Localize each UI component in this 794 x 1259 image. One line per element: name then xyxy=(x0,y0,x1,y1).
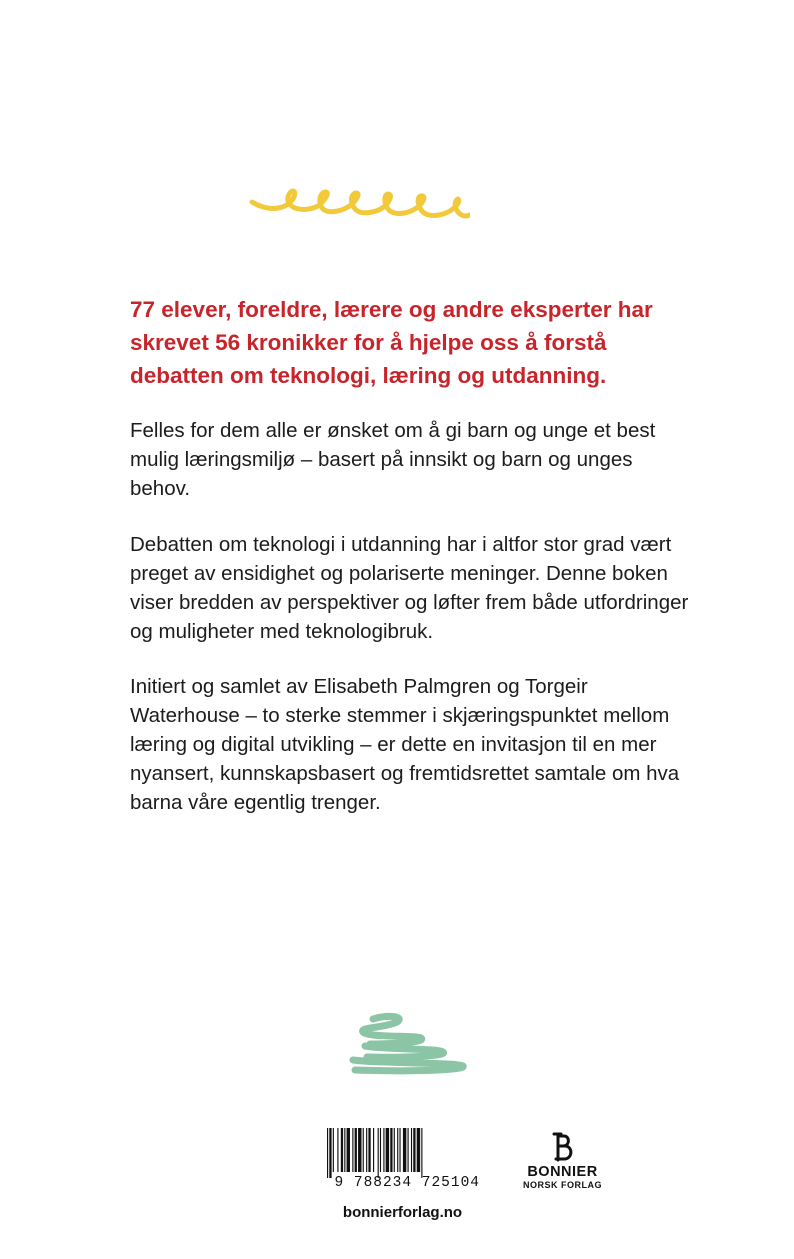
intro-statement: 77 elever, foreldre, lærere og andre eksperter har skrevet 56 kronikker for å hjelpe oss å forstå debatten om teknologi, læring og utdanning. xyxy=(130,297,653,388)
barcode-bar xyxy=(368,1128,370,1172)
publisher-logo xyxy=(510,1132,615,1190)
barcode-bar xyxy=(329,1128,331,1178)
barcode-bar xyxy=(383,1128,384,1172)
barcode-bar xyxy=(333,1128,334,1172)
barcode-bar xyxy=(366,1128,367,1172)
barcode-bar xyxy=(399,1128,400,1172)
isbn-number: 9 788234 725104 xyxy=(334,1175,480,1191)
body-paragraph-1: Felles for dem alle er ønsket om å gi barn og unge et best mulig læringsmiljø – basert på innsikt og barn og unges behov. xyxy=(130,419,656,500)
barcode-bar xyxy=(408,1128,409,1172)
barcode-bar xyxy=(390,1128,392,1172)
body-paragraph-3: Initiert og samlet av Elisabeth Palmgren og Torgeir Waterhouse – to sterke stemmer i skjæringspunktet mellom læring og digital utvikling – er dette en invitasjon til en mer nyansert, kunnskapsbasert og fremtidsrettet samtale om hva barna våre egentlig trenger. xyxy=(130,675,680,814)
barcode-bar xyxy=(358,1128,361,1172)
barcode-bar xyxy=(397,1128,398,1172)
green-scribble-decoration xyxy=(345,1010,470,1078)
barcode-bar xyxy=(403,1128,406,1172)
barcode-bar xyxy=(352,1128,353,1172)
barcode-bar xyxy=(386,1128,389,1172)
barcode-bar xyxy=(411,1128,412,1172)
barcode-bar xyxy=(421,1128,422,1178)
barcode-bar xyxy=(337,1128,338,1172)
barcode-bar xyxy=(347,1128,350,1172)
publisher-subtitle: NORSK FORLAG xyxy=(523,1180,602,1190)
barcode-bar xyxy=(341,1128,343,1172)
barcode-bar xyxy=(417,1128,420,1172)
barcode-bar xyxy=(373,1128,374,1172)
barcode-bar xyxy=(378,1128,379,1178)
publisher-name: BONNIER xyxy=(527,1164,598,1180)
barcode-bar xyxy=(355,1128,357,1172)
body-paragraph-2: Debatten om teknologi i utdanning har i altfor stor grad vært preget av ensidighet og polariserte meninger. Denne boken viser bredden av perspektiver og løfter frem både utfordringer og muligheter med teknologibruk. xyxy=(130,533,689,643)
barcode-bar xyxy=(327,1128,328,1178)
bonnier-b-icon xyxy=(552,1132,574,1162)
barcode-bar xyxy=(380,1128,381,1172)
yellow-squiggle-decoration xyxy=(248,183,470,228)
barcode-bar xyxy=(363,1128,364,1172)
barcode-bar xyxy=(394,1128,395,1172)
barcode-bar xyxy=(344,1128,345,1172)
barcode-bar xyxy=(413,1128,415,1172)
publisher-website: bonnierforlag.no xyxy=(342,1204,463,1221)
